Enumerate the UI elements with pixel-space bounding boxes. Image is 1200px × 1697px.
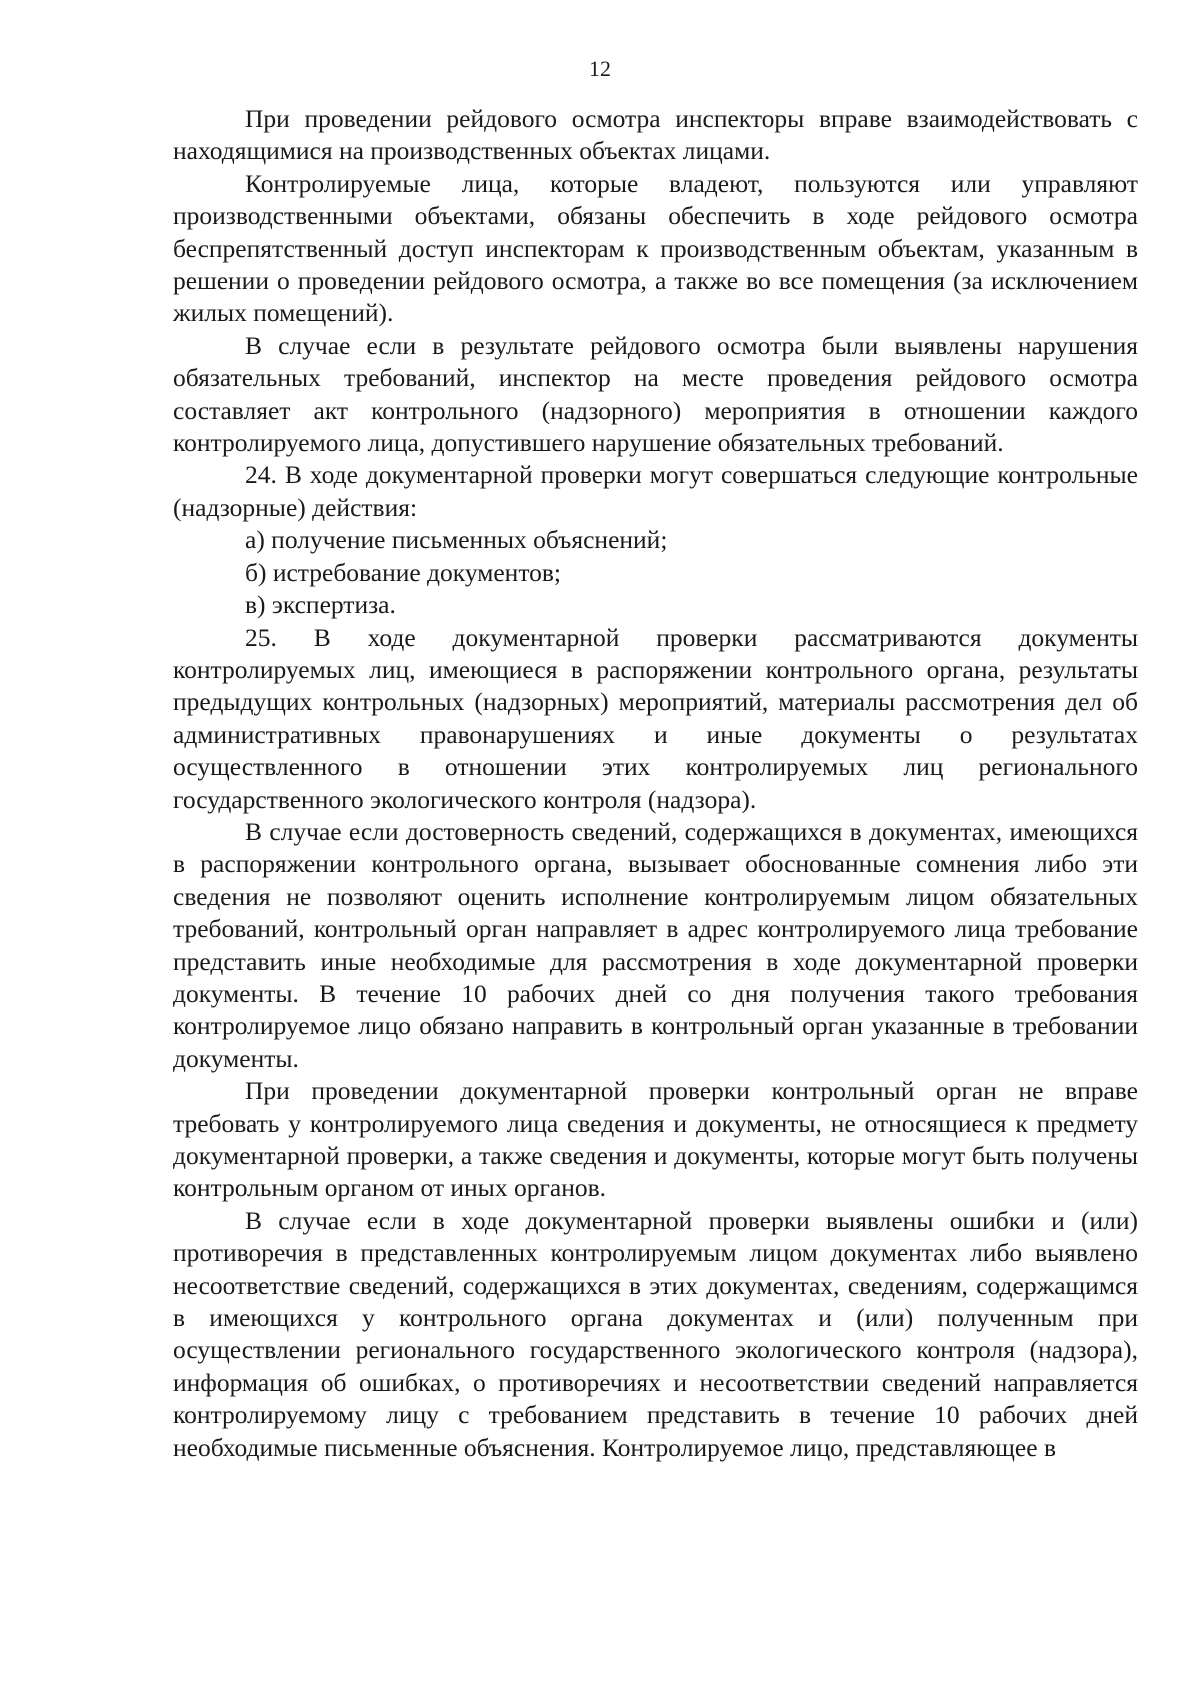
document-body	[173, 103, 1138, 1464]
paragraph-raid-interaction: При проведении рейдового осмотра инспекторы вправе взаимодействовать с находящимися на производственных объектах лицами.	[173, 104, 1138, 166]
list-item-a: а) получение письменных объяснений;	[245, 525, 668, 555]
paragraph-item-24: 24. В ходе документарной проверки могут совершаться следующие контрольные (надзорные) действия:	[173, 460, 1138, 522]
paragraph-controlled-persons-access: Контролируемые лица, которые владеют, пользуются или управляют производственными объектами, обязаны обеспечить в ходе рейдового осмотра беспрепятственный доступ инспекторам к производственным объектам, указанным в решении о проведении рейдового осмотра, а также во все помещения (за исключением жилых помещений).	[173, 168, 1138, 328]
paragraph-documentary-limits: При проведении документарной проверки контрольный орган не вправе требовать у контролируемого лица сведения и документы, не относящиеся к предмету документарной проверки, а также сведения и документы, которые могут быть получены контрольным органом от иных органов.	[173, 1076, 1138, 1203]
paragraph-errors-contradictions: В случае если в ходе документарной проверки выявлены ошибки и (или) противоречия в представленных контролируемым лицом документах либо выявлено несоответствие сведений, содержащихся в этих документах, сведениям, содержащимся в имеющихся у контрольного органа документах и (или) полученным при осуществлении регионального государственного экологического контроля (надзора), информация об ошибках, о противоречиях и несоответствии сведений направляется контролируемому лицу с требованием представить в течение 10 рабочих дней необходимые письменные объяснения. Контролируемое лицо, представляющее в	[173, 1205, 1138, 1462]
list-item-b: б) истребование документов;	[245, 557, 562, 587]
paragraph-raid-violations: В случае если в результате рейдового осмотра были выявлены нарушения обязательных требований, инспектор на месте проведения рейдового осмотра составляет акт контрольного (надзорного) мероприятия в отношении каждого контролируемого лица, допустившего нарушение обязательных требований.	[173, 330, 1138, 458]
paragraph-item-25: 25. В ходе документарной проверки рассматриваются документы контролируемых лиц, имеющиеся в распоряжении контрольного органа, результаты предыдущих контрольных (надзорных) мероприятий, материалы рассмотрения дел об административных правонарушениях и иные документы о результатах осуществленного в отношении этих контролируемых лиц регионального государственного экологического контроля (надзора).	[173, 622, 1138, 814]
paragraph-document-reliability: В случае если достоверность сведений, содержащихся в документах, имеющихся в распоряжении контрольного органа, вызывает обоснованные сомнения либо эти сведения не позволяют оценить исполнение контролируемым лицом обязательных требований, контрольный орган направляет в адрес контролируемого лица требование представить иные необходимые для рассмотрения в ходе документарной проверки документы. В течение 10 рабочих дней со дня получения такого требования контролируемое лицо обязано направить в контрольный орган указанные в требовании документы.	[173, 816, 1138, 1073]
list-item-v: в) экспертиза.	[245, 590, 396, 620]
page-number: 12	[589, 56, 611, 81]
